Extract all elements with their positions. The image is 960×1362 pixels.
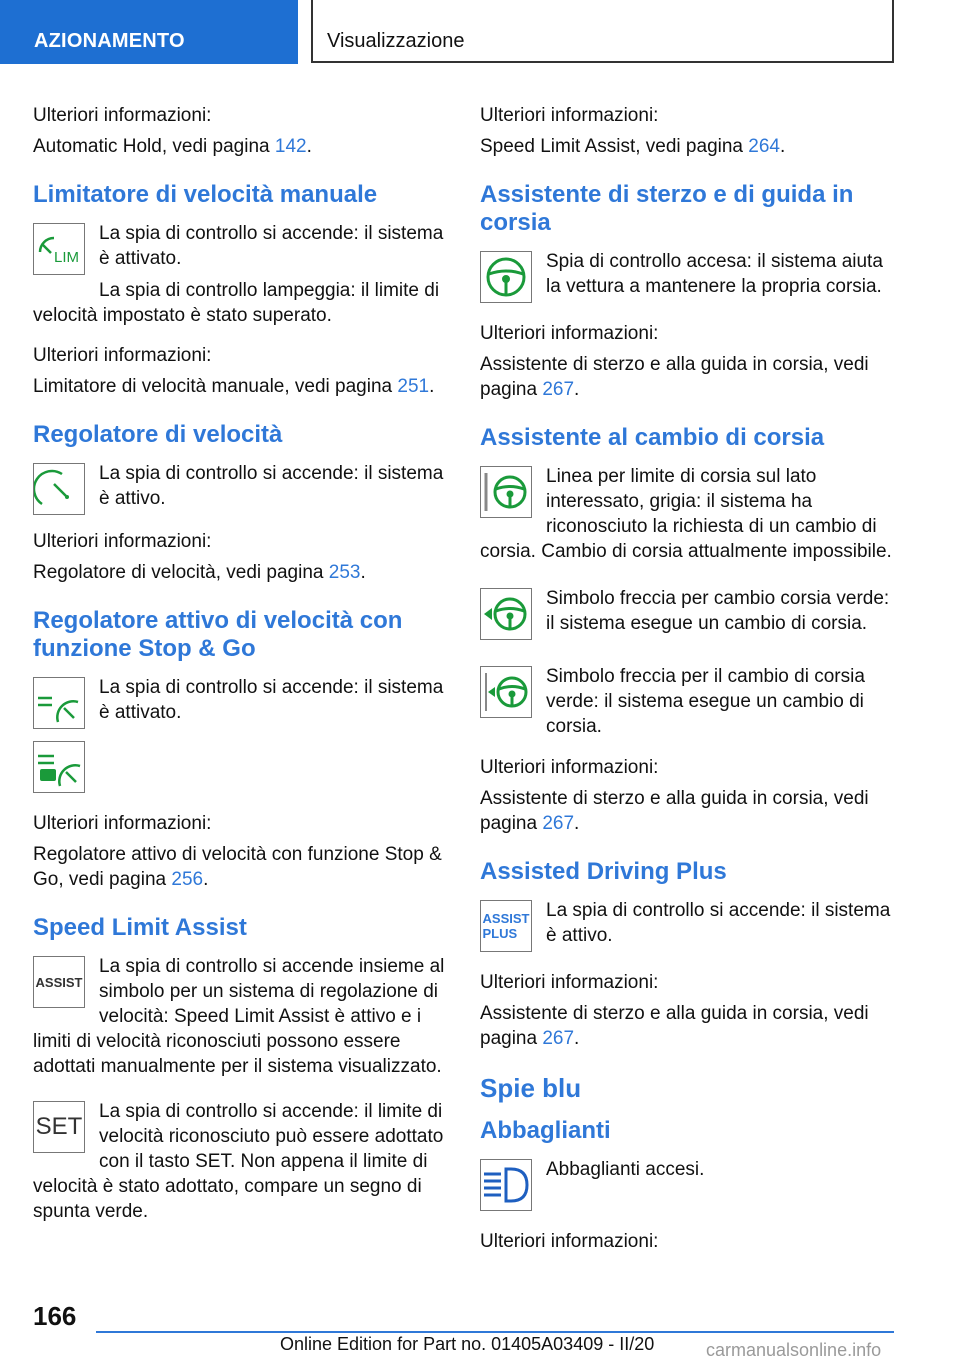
speed-limit-assist-text-2: La spia di controllo si accende: il limite di velocità riconosciuto può essere adottato con il tasto SET. Non appena il limite di velocità è stato adottato, compare un segno di spunta verde. <box>33 1101 444 1222</box>
page-link[interactable]: 267 <box>542 813 575 834</box>
section-heading-active-cruise: Regolatore attivo di velocità con funzione Stop & Go <box>33 607 403 662</box>
page-reference: Assistente di sterzo e alla guida in corsia, vedi pagina 267. <box>480 354 869 400</box>
high-beam-icon <box>480 1159 532 1211</box>
section-heading-cruise-control: Regolatore di velocità <box>33 421 283 448</box>
subsection-box <box>311 0 894 63</box>
assist-plus-icon: ASSIST PLUS <box>480 900 532 952</box>
assist-icon: ASSIST <box>33 956 85 1008</box>
speed-limiter-text-1: La spia di controllo si accende: il sistema è attivato. <box>99 223 444 269</box>
steering-assist-text: Spia di controllo accesa: il sistema aiuta la vettura a mantenere la propria corsia. <box>546 251 883 297</box>
lane-change-entry-3 <box>480 664 896 739</box>
right-column <box>480 103 896 1260</box>
footer-divider <box>96 1331 894 1333</box>
left-column <box>33 103 449 1224</box>
info-label: Ulteriori informazioni: <box>480 1231 659 1252</box>
section-heading-speed-limiter: Limitatore di velocità manuale <box>33 181 378 208</box>
lane-boundary-steering-icon <box>480 466 532 518</box>
assisted-driving-plus-entry <box>480 898 896 956</box>
section-heading-speed-limit-assist: Speed Limit Assist <box>33 914 247 941</box>
speed-limiter-text-2: La spia di controllo lampeggia: il limite di velocità impostato è stato superato. <box>33 280 440 326</box>
info-label: Ulteriori informazioni: <box>480 105 659 126</box>
page-link[interactable]: 253 <box>328 562 361 583</box>
cruise-control-text: La spia di controllo si accende: il sistema è attivo. <box>99 463 444 509</box>
lane-change-entry-1 <box>480 464 896 564</box>
info-label: Ulteriori informazioni: <box>480 323 659 344</box>
speed-limiter-entry <box>33 221 449 328</box>
high-beam-text: Abbaglianti accesi. <box>546 1159 705 1180</box>
section-tab <box>0 0 298 64</box>
watermark: carmanualsonline.info <box>706 1340 882 1360</box>
svg-text:LIM: LIM <box>54 249 80 266</box>
page-link[interactable]: 264 <box>748 136 780 157</box>
cruise-control-entry <box>33 461 449 519</box>
page-link[interactable]: 251 <box>397 376 430 397</box>
assisted-driving-plus-text: La spia di controllo si accende: il sistema è attivo. <box>546 900 891 946</box>
section-heading-high-beam: Abbaglianti <box>480 1117 611 1144</box>
speed-limit-assist-entry <box>33 954 449 1079</box>
set-entry <box>33 1099 449 1224</box>
page-link[interactable]: 267 <box>542 379 575 400</box>
page-reference: Speed Limit Assist, vedi pagina 264. <box>480 136 786 157</box>
lane-change-arrow-left-icon <box>480 588 532 640</box>
section-heading-steering-assist: Assistente di sterzo e di guida in corsia <box>480 181 854 236</box>
lane-change-text-2: Simbolo freccia per cambio corsia verde: il sistema esegue un cambio di corsia. <box>546 588 890 634</box>
speed-limit-assist-text-1: La spia di controllo si accende insieme al simbolo per un sistema di regolazione di velocità: Speed Limit Assist è attivo e i limiti di velocità riconosciuti possono essere adottati manualmente per il sistema visualizzato. <box>33 956 445 1077</box>
page-reference: Assistente di sterzo e alla guida in corsia, vedi pagina 267. <box>480 1003 869 1049</box>
info-label: Ulteriori informazioni: <box>33 813 212 834</box>
active-cruise-entry <box>33 675 449 733</box>
page-link[interactable]: 256 <box>171 869 204 890</box>
section-heading-blue-lights: Spie blu <box>480 1073 582 1103</box>
cruise-control-icon <box>33 463 85 515</box>
high-beam-entry <box>480 1157 896 1215</box>
page-number: 166 <box>33 1301 77 1331</box>
active-cruise-text: La spia di controllo si accende: il sistema è attivato. <box>99 677 444 723</box>
lane-change-entry-2 <box>480 586 896 644</box>
info-label: Ulteriori informazioni: <box>480 757 659 778</box>
subsection-title: Visualizzazione <box>327 30 465 52</box>
car-ahead-cruise-icon <box>33 741 85 793</box>
edition-text: Online Edition for Part no. 01405A03409 - II/20 <box>280 1334 655 1354</box>
set-icon: SET <box>33 1101 85 1153</box>
page-reference: Assistente di sterzo e alla guida in corsia, vedi pagina 267. <box>480 788 869 834</box>
active-cruise-icon <box>33 677 85 729</box>
info-label: Ulteriori informazioni: <box>33 531 212 552</box>
page-reference: Regolatore attivo di velocità con funzione Stop & Go, vedi pagina 256. <box>33 844 442 890</box>
info-label: Ulteriori informazioni: <box>480 972 659 993</box>
section-title: AZIONAMENTO <box>34 30 185 52</box>
info-label: Ulteriori informazioni: <box>33 345 212 366</box>
page-reference: Limitatore di velocità manuale, vedi pagina 251. <box>33 376 435 397</box>
page-reference: Automatic Hold, vedi pagina 142. <box>33 136 312 157</box>
lane-change-text-1: Linea per limite di corsia sul lato interessato, grigia: il sistema ha riconosciuto la richiesta di un cambio di corsia. Cambio di corsia attualmente impossibile. <box>480 466 892 562</box>
steering-wheel-icon <box>480 251 532 303</box>
speed-limiter-icon <box>33 223 85 275</box>
lane-change-arrow-icon <box>480 666 532 718</box>
active-cruise-car-entry <box>33 739 449 797</box>
section-heading-assisted-driving-plus: Assisted Driving Plus <box>480 858 727 885</box>
lane-change-text-3: Simbolo freccia per il cambio di corsia verde: il sistema esegue un cambio di corsia. <box>546 666 865 737</box>
steering-assist-entry <box>480 249 896 307</box>
info-label: Ulteriori informazioni: <box>33 105 212 126</box>
page-reference: Regolatore di velocità, vedi pagina 253. <box>33 562 366 583</box>
page-link[interactable]: 267 <box>542 1028 575 1049</box>
section-heading-lane-change: Assistente al cambio di corsia <box>480 424 825 451</box>
page-link[interactable]: 142 <box>274 136 307 157</box>
